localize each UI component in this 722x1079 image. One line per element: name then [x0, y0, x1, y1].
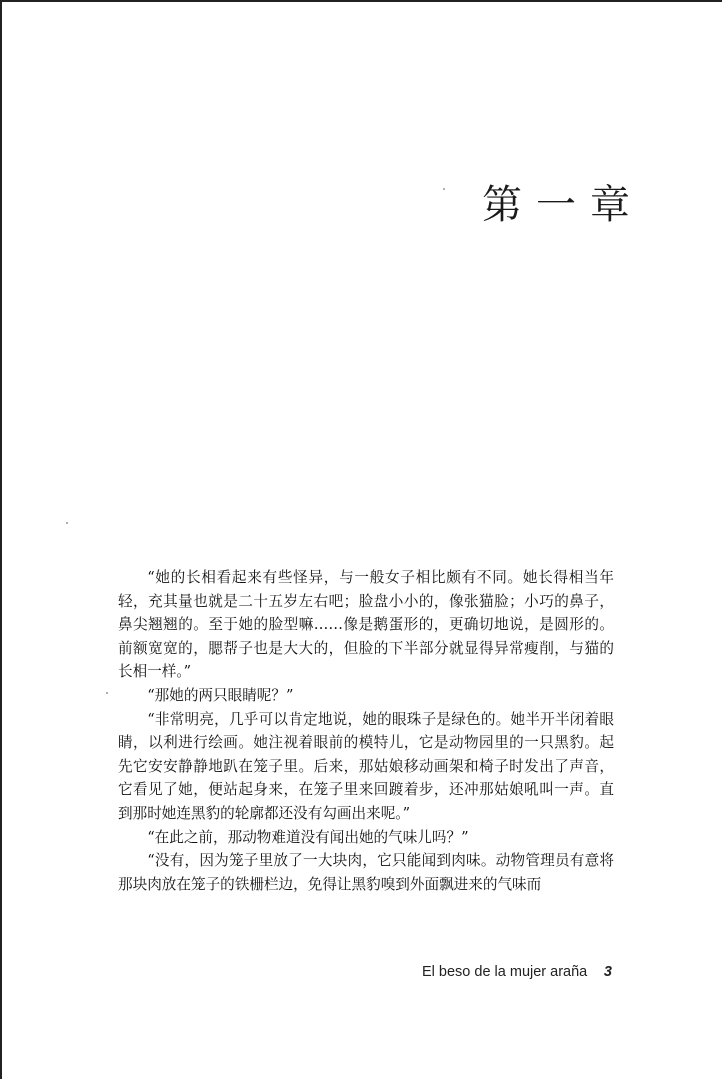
paragraph: “她的长相看起来有些怪异，与一般女子相比颇有不同。她长得相当年轻，充其量也就是二十五岁左右吧；脸盘小小的，像张猫脸；小巧的鼻子，鼻尖翘翘的。至于她的脸型嘛……像是鹅蛋形的，更确切地说，是圆形的。前额宽宽的，腮帮子也是大大的，但脸的下半部分就显得异常瘦削，与猫的长相一样。” — [118, 569, 614, 681]
page-footer — [422, 964, 612, 980]
page-number: 3 — [603, 964, 612, 980]
paragraph: “在此之前，那动物难道没有闻出她的气味儿吗？” — [147, 828, 469, 846]
scan-speck — [66, 522, 68, 524]
running-footer-title: El beso de la mujer araña — [422, 964, 588, 980]
chapter-title: 第一章 — [482, 181, 644, 228]
scan-speck — [443, 188, 445, 190]
paragraph: “没有，因为笼子里放了一大块肉，它只能闻到肉味。动物管理员有意将那块肉放在笼子的铁栅栏边，免得让黑豹嗅到外面飘进来的气味而 — [118, 852, 614, 893]
scan-speck — [106, 692, 108, 694]
paragraph: “那她的两只眼睛呢？” — [147, 686, 294, 704]
paragraph: “非常明亮，几乎可以肯定地说，她的眼珠子是绿色的。她半开半闭着眼睛，以利进行绘画。她注视着眼前的模特儿，它是动物园里的一只黑豹。起先它安安静静地趴在笼子里。后来，那姑娘移动画架和椅子时发出了声音，它看见了她，便站起身来，在笼子里来回踱着步，还冲那姑娘吼叫一声。直到那时她连黑豹的轮廓都还没有勾画出来呢。” — [118, 710, 614, 822]
body-text — [118, 566, 614, 896]
